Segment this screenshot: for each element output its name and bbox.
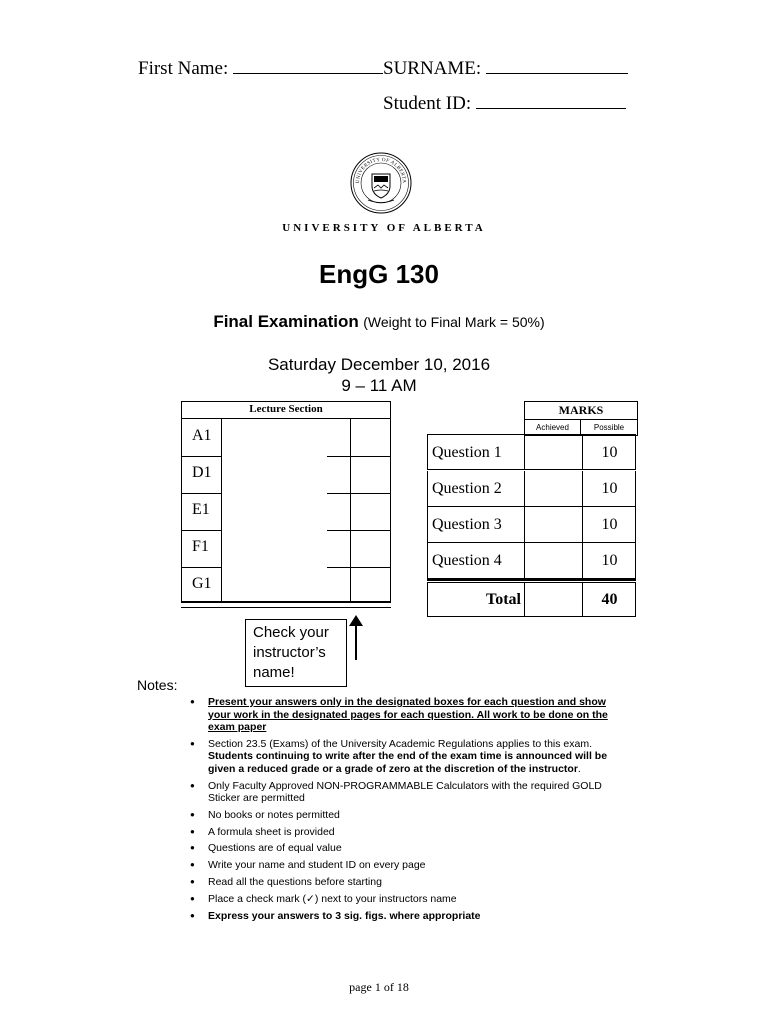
student-id-row [383, 93, 626, 115]
lecture-table-header: Lecture Section [181, 401, 391, 419]
svg-text:UNIVERSITY OF ALBERTA: UNIVERSITY OF ALBERTA [355, 157, 407, 184]
lecture-section-table [181, 401, 391, 606]
first-name-label: First Name: [138, 58, 229, 79]
note-text-bold: Express your answers to 3 sig. figs. where appropriate [208, 909, 481, 922]
exam-time: 9 – 11 AM [341, 376, 417, 395]
question-label: Question 1 [432, 444, 502, 461]
question-label: Question 3 [432, 516, 502, 533]
check-box-d1[interactable] [351, 457, 390, 493]
list-item [190, 876, 626, 889]
possible-column-header: Possible [593, 423, 625, 432]
check-box-g1[interactable] [351, 568, 390, 601]
list-item [190, 738, 626, 776]
arrow-up-icon [346, 614, 366, 660]
instructor-callout-box [245, 619, 347, 687]
marks-row-question-3 [427, 507, 636, 543]
row-separator [181, 530, 222, 531]
note-text: A formula sheet is provided [208, 825, 335, 838]
list-item [190, 780, 626, 805]
note-text: . [577, 762, 581, 775]
marks-row-question-1 [427, 434, 636, 470]
notes-list [190, 696, 626, 926]
note-text: Read all the questions before starting [208, 876, 382, 889]
section-code: F1 [192, 538, 209, 555]
note-text: Place a check mark (✓) next to your instructors name [208, 892, 457, 905]
callout-line: Check your [253, 624, 329, 641]
row-separator [181, 493, 222, 494]
note-text: Write your name and student ID on every page [208, 859, 426, 872]
callout-line: instructor’s [253, 644, 326, 661]
check-box-a1[interactable] [351, 419, 390, 455]
list-item [190, 893, 626, 906]
university-name: UNIVERSITY OF ALBERTA [282, 222, 486, 234]
note-text: Only Faculty Approved NON-PROGRAMMABLE Calculators with the required GOLD Sticker are permitted [208, 779, 602, 805]
row-separator [181, 567, 222, 568]
possible-value: 10 [601, 444, 618, 461]
notes-label: Notes: [137, 677, 178, 693]
total-label: Total [486, 591, 521, 608]
university-seal-icon [350, 152, 412, 214]
student-id-label: Student ID: [383, 93, 472, 114]
exam-date: Saturday December 10, 2016 [267, 355, 491, 374]
callout-line: name! [253, 664, 295, 681]
note-text: Section 23.5 (Exams) of the University Academic Regulations applies to this exam. [208, 737, 593, 750]
exam-title-line [0, 312, 758, 332]
total-achieved-cell[interactable] [524, 583, 583, 616]
marks-header [524, 401, 638, 436]
list-item [190, 826, 626, 839]
check-box-f1[interactable] [351, 531, 390, 567]
question-label: Question 4 [432, 552, 502, 569]
name-fields-row [138, 58, 628, 80]
exam-title: Final Examination [213, 312, 359, 331]
student-id-field[interactable] [476, 93, 626, 109]
marks-row-total [427, 582, 636, 617]
marks-row-question-2 [427, 471, 636, 507]
first-name-field[interactable] [233, 58, 383, 74]
achieved-cell[interactable] [524, 543, 583, 578]
possible-value: 10 [601, 516, 618, 533]
marks-table [427, 434, 636, 617]
section-code: D1 [192, 464, 212, 481]
total-possible-value: 40 [601, 591, 618, 608]
list-item [190, 809, 626, 822]
note-text: Questions are of equal value [208, 842, 342, 855]
section-code: A1 [192, 427, 212, 444]
achieved-cell[interactable] [524, 471, 583, 506]
achieved-column-header: Achieved [525, 420, 581, 435]
course-title: EngG 130 [319, 259, 439, 289]
note-text-bold: Students continuing to write after the end of the exam time is announced will be given a reduced grade or a grade of zero at the discretion of the instructor [208, 750, 608, 775]
exam-weight: (Weight to Final Mark = 50%) [363, 314, 545, 330]
question-label: Question 2 [432, 480, 502, 497]
surname-field[interactable] [486, 58, 628, 74]
marks-row-question-4 [427, 543, 636, 579]
list-item [190, 859, 626, 872]
achieved-cell[interactable] [524, 435, 583, 469]
note-text: Present your answers only in the designated boxes for each question and show your work in the designated pages for each question. All work to be done on the exam paper [208, 696, 608, 733]
surname-label: SURNAME: [383, 58, 482, 79]
list-item [190, 696, 626, 734]
possible-value: 10 [601, 480, 618, 497]
section-code: E1 [192, 501, 210, 518]
row-separator [181, 456, 222, 457]
note-text: No books or notes permitted [208, 808, 340, 821]
table-bottom-double-rule [181, 601, 391, 608]
possible-value: 10 [601, 552, 618, 569]
section-code: G1 [192, 575, 212, 592]
achieved-cell[interactable] [524, 507, 583, 542]
marks-title: MARKS [525, 402, 637, 420]
list-item [190, 842, 626, 855]
list-item [190, 910, 626, 923]
page-number: page 1 of 18 [349, 980, 409, 994]
check-box-e1[interactable] [351, 494, 390, 530]
